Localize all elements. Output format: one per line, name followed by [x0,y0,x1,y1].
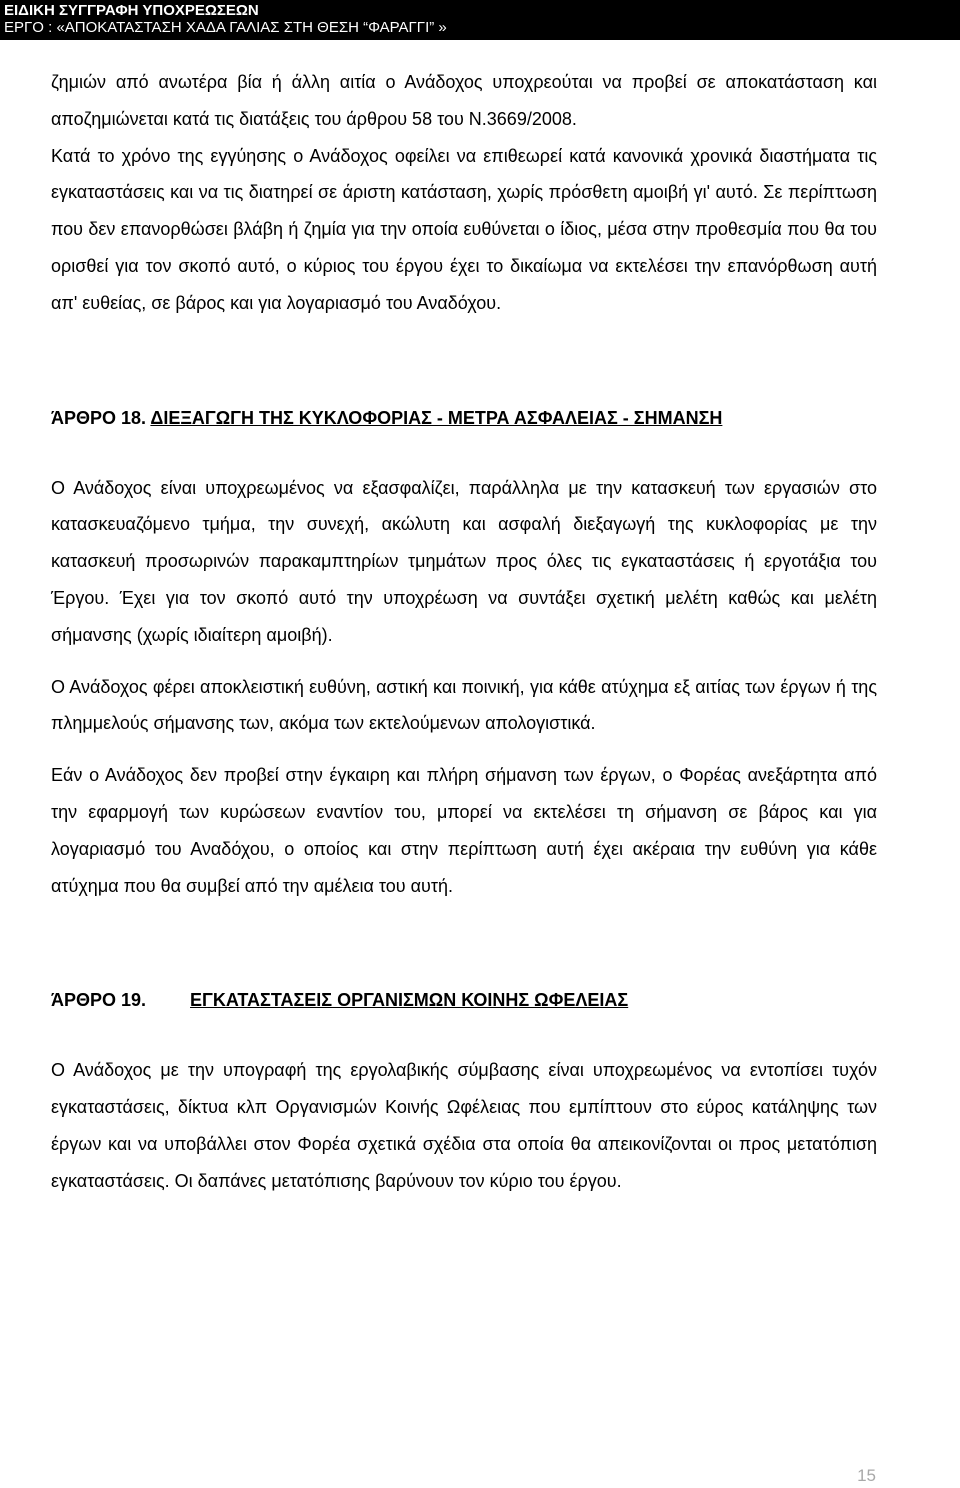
article-18-paragraph: Εάν ο Ανάδοχος δεν προβεί στην έγκαιρη και πλήρη σήμανση των έργων, ο Φορέας ανεξάρτητα από την εφαρμογή των κυρώσεων εναντίον του, μπορεί να εκτελέσει τη σήμανση σε βάρος και για λογαριασμό του Αναδόχου, ο οποίος και στην περίπτωση αυτή έχει ακέραια την ευθύνη για κάθε ατύχημα που θα συμβεί από την αμέλεια του αυτή. [51,765,877,896]
article-18-paragraph: Ο Ανάδοχος φέρει αποκλειστική ευθύνη, αστική και ποινική, για κάθε ατύχημα εξ αιτίας των έργων ή της πλημμελούς σήμανσης των, ακόμα των εκτελούμενων απολογιστικά. [51,676,877,734]
document-header [0,0,960,40]
article-18-number: ΆΡΘΡΟ 18. [51,407,147,428]
article-18-heading [51,400,877,436]
article-19-title: ΕΓΚΑΤΑΣΤΑΣΕΙΣ ΟΡΓΑΝΙΣΜΩΝ ΚΟΙΝΗΣ ΩΦΕΛΕΙΑΣ [190,990,629,1011]
page-number: 15 [857,1466,876,1485]
document-body [51,64,877,1200]
document-title: ΕΙΔΙΚΗ ΣΥΓΓΡΑΦΗ ΥΠΟΧΡΕΩΣΕΩΝ [4,2,259,19]
article-18-title: ΔΙΕΞΑΓΩΓΗ ΤΗΣ ΚΥΚΛΟΦΟΡΙΑΣ - ΜΕΤΡΑ ΑΣΦΑΛΕΙΑΣ - ΣΗΜΑΝΣΗ [150,407,723,428]
project-title: ΕΡΓΟ : «ΑΠΟΚΑΤΑΣΤΑΣΗ ΧΑΔΑ ΓΑΛΙΑΣ ΣΤΗ ΘΕΣΗ “ΦΑΡΑΓΓΙ” » [4,19,447,36]
article-19-paragraph: Ο Ανάδοχος με την υπογραφή της εργολαβικής σύμβασης είναι υποχρεωμένος να εντοπίσει τυχόν εγκαταστάσεις, δίκτυα κλπ Οργανισμών Κοινής Ωφέλειας που εμπίπτουν στο εύρος κατάληψης των έργων και να υποβάλλει στον Φορέα σχετικά σχέδια στα οποία θα απεικονίζονται οι προς μετατόπιση εγκαταστάσεις. Οι δαπάνες μετατόπισης βαρύνουν τον κύριο του έργου. [51,1060,877,1191]
article-19-heading [51,982,877,1018]
article-18-paragraph: Ο Ανάδοχος είναι υποχρεωμένος να εξασφαλίζει, παράλληλα με την κατασκευή των εργασιών στο κατασκευαζόμενο τμήμα, την συνεχή, ακώλυτη και ασφαλή διεξαγωγή της κυκλοφορίας με την κατασκευή προσωρινών παρακαμπτηρίων τμημάτων προς όλες τις εγκαταστάσεις ή εργοτάξια του Έργου. Έχει για τον σκοπό αυτό την υποχρέωση να συντάξει σχετική μελέτη καθώς και μελέτη σήμανσης (χωρίς ιδιαίτερη αμοιβή). [51,477,877,645]
article-19-number: ΆΡΘΡΟ 19. [51,990,147,1011]
body-paragraph: ζημιών από ανωτέρα βία ή άλλη αιτία ο Ανάδοχος υποχρεούται να προβεί σε αποκατάσταση και αποζημιώνεται κατά τις διατάξεις του άρθρου 58 του Ν.3669/2008. [51,72,877,129]
body-paragraph: Κατά το χρόνο της εγγύησης ο Ανάδοχος οφείλει να επιθεωρεί κατά κανονικά χρονικά διαστήματα τις εγκαταστάσεις και να τις διατηρεί σε άριστη κατάσταση, χωρίς πρόσθετη αμοιβή γι' αυτό. Σε περίπτωση που δεν επανορθώσει βλάβη ή ζημία για την οποία ευθύνεται ο ίδιος, μέσα στην προθεσμία που θα του ορισθεί για τον σκοπό αυτό, ο κύριος του έργου έχει το δικαίωμα να εκτελέσει την επανόρθωση αυτή απ' ευθείας, σε βάρος και για λογαριασμό του Αναδόχου. [51,145,877,313]
